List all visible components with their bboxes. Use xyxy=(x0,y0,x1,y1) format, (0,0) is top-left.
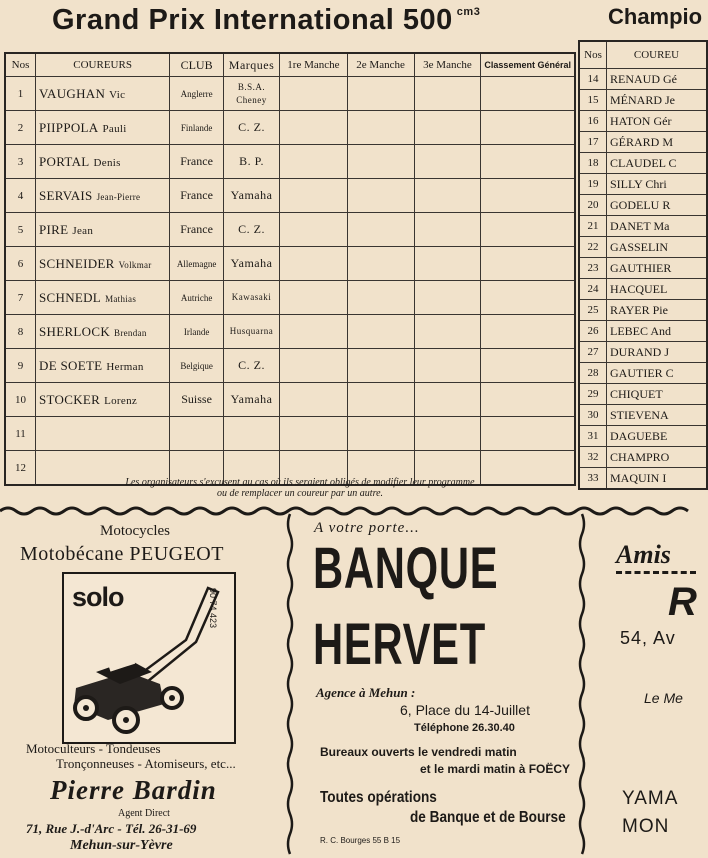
col-manche-3: 3e Manche xyxy=(414,53,481,77)
rider-row xyxy=(5,111,575,145)
rider-name xyxy=(36,77,170,111)
manche-2-cell xyxy=(347,417,414,451)
rider-firstname: Pauli xyxy=(102,122,127,135)
rider-club: Finlande xyxy=(170,111,224,145)
championship-row xyxy=(579,447,707,468)
champ-rider-number: 31 xyxy=(579,426,607,447)
ad-bank-hours-2: et le mardi matin à FOËCY xyxy=(420,762,571,776)
general-cell xyxy=(481,179,575,213)
rider-surname: PIRE xyxy=(39,221,69,237)
champ-rider-number: 24 xyxy=(579,279,607,300)
championship-row xyxy=(579,279,707,300)
ad-right-address: 54, Av xyxy=(620,628,676,648)
rider-club: Allemagne xyxy=(170,247,224,281)
manche-2-cell xyxy=(347,247,414,281)
champ-rider-name: RAYER Pie xyxy=(607,300,708,321)
champ-rider-number: 15 xyxy=(579,90,607,111)
rider-brand: C. Z. xyxy=(223,111,279,145)
rider-name xyxy=(36,349,170,383)
ad-moto-city: Mehun-sur-Yèvre xyxy=(70,838,173,853)
rider-club: Anglerre xyxy=(170,77,224,111)
riders-table xyxy=(4,52,576,486)
program-title-unit: cm3 xyxy=(456,6,481,18)
ad-right-big: R xyxy=(668,580,697,624)
ad-bank-hours-1: Bureaux ouverts le vendredi matin xyxy=(320,745,517,759)
rider-brand: Yamaha xyxy=(223,383,279,417)
champ-rider-name: LEBEC And xyxy=(607,321,708,342)
rider-club: Autriche xyxy=(170,281,224,315)
col-club: CLUB xyxy=(170,53,224,77)
rider-number: 8 xyxy=(5,315,36,349)
ad-moto-line4: Tronçonneuses - Atomiseurs, etc... xyxy=(56,756,236,771)
champ-rider-name: HATON Gér xyxy=(607,111,708,132)
champ-rider-number: 20 xyxy=(579,195,607,216)
general-cell xyxy=(481,111,575,145)
rider-name xyxy=(36,417,170,451)
champ-rider-name: GODELU R xyxy=(607,195,708,216)
rider-row xyxy=(5,179,575,213)
ad-bank-ops-1: Toutes opérations xyxy=(320,789,437,806)
championship-row xyxy=(579,363,707,384)
rider-surname: STOCKER xyxy=(39,391,101,407)
rider-brand: B. P. xyxy=(223,145,279,179)
rider-firstname: Vic xyxy=(109,88,126,101)
championship-row xyxy=(579,90,707,111)
ad-moto-phone: 90 74 423 xyxy=(208,588,218,629)
championship-row xyxy=(579,195,707,216)
manche-3-cell xyxy=(414,315,481,349)
manche-3-cell xyxy=(414,179,481,213)
note-line-2: ou de remplacer un coureur par un autre. xyxy=(216,488,384,499)
rider-firstname: Brendan xyxy=(114,327,147,338)
rider-club: France xyxy=(170,179,224,213)
col-rider: COUREURS xyxy=(36,53,170,77)
manche-1-cell xyxy=(280,315,347,349)
ad-moto-address: 71, Rue J.-d'Arc - Tél. 26-31-69 xyxy=(26,821,197,836)
ad-moto-signature: Pierre Bardin xyxy=(50,775,217,805)
rider-surname: PIIPPOLA xyxy=(39,119,99,135)
championship-row xyxy=(579,258,707,279)
championship-table-header xyxy=(579,41,707,69)
general-cell xyxy=(481,315,575,349)
rider-brand: C. Z. xyxy=(223,349,279,383)
rider-surname: SCHNEIDER xyxy=(39,255,115,271)
rider-number: 2 xyxy=(5,111,36,145)
rider-brand: Kawasaki xyxy=(223,281,279,315)
col-brand: Marques xyxy=(223,53,279,77)
championship-row xyxy=(579,216,707,237)
rider-surname: DE SOETE xyxy=(39,357,103,373)
general-cell xyxy=(481,213,575,247)
rider-name xyxy=(36,383,170,417)
rider-firstname: Jean xyxy=(72,224,94,237)
rider-row xyxy=(5,281,575,315)
championship-table xyxy=(578,40,708,490)
manche-1-cell xyxy=(280,213,347,247)
champ-rider-name: GAUTHIER xyxy=(607,258,708,279)
champ-rider-number: 30 xyxy=(579,405,607,426)
general-cell xyxy=(481,417,575,451)
rider-club: Belgique xyxy=(170,349,224,383)
championship-row xyxy=(579,468,707,490)
championship-row xyxy=(579,321,707,342)
rider-brand: Yamaha xyxy=(223,247,279,281)
championship-table-body xyxy=(579,69,707,490)
ad-moto-line1: Motocycles xyxy=(100,523,170,539)
rider-name xyxy=(36,315,170,349)
manche-2-cell xyxy=(347,281,414,315)
champ-rider-name: RENAUD Gé xyxy=(607,69,708,90)
rider-row xyxy=(5,315,575,349)
champ-rider-number: 32 xyxy=(579,447,607,468)
rider-row xyxy=(5,417,575,451)
rider-row xyxy=(5,145,575,179)
championship-row xyxy=(579,132,707,153)
champ-rider-name: DAGUEBE xyxy=(607,426,708,447)
manche-1-cell xyxy=(280,111,347,145)
rider-number: 7 xyxy=(5,281,36,315)
manche-3-cell xyxy=(414,383,481,417)
champ-rider-name: SILLY Chri xyxy=(607,174,708,195)
champ-rider-name: CLAUDEL C xyxy=(607,153,708,174)
manche-2-cell xyxy=(347,111,414,145)
ad-right-mon: MON xyxy=(622,816,670,837)
program-title xyxy=(52,4,480,37)
manche-1-cell xyxy=(280,383,347,417)
manche-3-cell xyxy=(414,281,481,315)
rider-number: 5 xyxy=(5,213,36,247)
championship-row xyxy=(579,69,707,90)
champ-rider-number: 16 xyxy=(579,111,607,132)
champ-rider-number: 26 xyxy=(579,321,607,342)
champ-rider-number: 33 xyxy=(579,468,607,490)
champ-rider-number: 17 xyxy=(579,132,607,153)
champ-rider-number: 27 xyxy=(579,342,607,363)
manche-1-cell xyxy=(280,77,347,111)
rider-number: 10 xyxy=(5,383,36,417)
manche-2-cell xyxy=(347,145,414,179)
rider-name xyxy=(36,179,170,213)
rider-firstname: Herman xyxy=(106,360,144,373)
rider-number: 3 xyxy=(5,145,36,179)
manche-3-cell xyxy=(414,77,481,111)
rider-number: 11 xyxy=(5,417,36,451)
ad-separator-right xyxy=(576,514,588,858)
ad-bank-ops-2: de Banque et de Bourse xyxy=(410,809,566,826)
champ-rider-name: MAQUIN I xyxy=(607,468,708,490)
general-cell xyxy=(481,247,575,281)
solo-logo: solo xyxy=(72,582,124,612)
manche-2-cell xyxy=(347,349,414,383)
rider-brand: B.S.A. Cheney xyxy=(223,77,279,111)
rider-number: 12 xyxy=(5,451,36,486)
manche-2-cell xyxy=(347,77,414,111)
rider-number: 4 xyxy=(5,179,36,213)
rider-surname: VAUGHAN xyxy=(39,85,106,101)
rider-name xyxy=(36,111,170,145)
champ-rider-number: 28 xyxy=(579,363,607,384)
championship-title: Champio xyxy=(608,4,703,29)
championship-row xyxy=(579,300,707,321)
rider-row xyxy=(5,383,575,417)
rider-brand: Yamaha xyxy=(223,179,279,213)
rider-number: 1 xyxy=(5,77,36,111)
rider-name xyxy=(36,213,170,247)
manche-3-cell xyxy=(414,145,481,179)
champ-rider-number: 25 xyxy=(579,300,607,321)
ad-right-dashes xyxy=(616,571,696,574)
ad-bank-intro: A votre porte... xyxy=(314,520,420,536)
ad-moto-line3: Motoculteurs - Tondeuses xyxy=(26,741,161,756)
rider-name xyxy=(36,145,170,179)
champ-rider-name: HACQUEL xyxy=(607,279,708,300)
general-cell xyxy=(481,145,575,179)
col-manche-1: 1re Manche xyxy=(280,53,347,77)
rider-row xyxy=(5,213,575,247)
ad-bank-phone: Téléphone 26.30.40 xyxy=(414,722,515,734)
rider-surname: SERVAIS xyxy=(39,187,93,203)
manche-2-cell xyxy=(347,383,414,417)
ad-right-amis: Amis xyxy=(616,540,671,569)
rider-club: France xyxy=(170,145,224,179)
champ-rider-name: STIEVENA xyxy=(607,405,708,426)
championship-row xyxy=(579,174,707,195)
champ-rider-number: 22 xyxy=(579,237,607,258)
championship-row xyxy=(579,384,707,405)
ad-bank-address: 6, Place du 14-Juillet xyxy=(400,702,530,718)
champ-rider-number: 21 xyxy=(579,216,607,237)
manche-1-cell xyxy=(280,281,347,315)
champ-rider-number: 18 xyxy=(579,153,607,174)
champ-rider-name: DURAND J xyxy=(607,342,708,363)
championship-row xyxy=(579,237,707,258)
champ-rider-name: GÉRARD M xyxy=(607,132,708,153)
manche-1-cell xyxy=(280,247,347,281)
rider-number: 6 xyxy=(5,247,36,281)
rider-firstname: Lorenz xyxy=(104,394,138,407)
rider-club: Suisse xyxy=(170,383,224,417)
rider-name xyxy=(36,247,170,281)
champ-col-no: Nos xyxy=(579,41,607,69)
ad-right-yama: YAMA xyxy=(622,788,679,809)
manche-3-cell xyxy=(414,111,481,145)
rider-brand: Husquarna xyxy=(223,315,279,349)
manche-2-cell xyxy=(347,213,414,247)
manche-3-cell xyxy=(414,247,481,281)
rider-surname: SHERLOCK xyxy=(39,323,111,339)
championship-row xyxy=(579,342,707,363)
championship-row xyxy=(579,153,707,174)
rider-name xyxy=(36,281,170,315)
manche-2-cell xyxy=(347,315,414,349)
champ-rider-name: DANET Ma xyxy=(607,216,708,237)
rider-firstname: Jean-Pierre xyxy=(96,191,141,202)
rider-surname: SCHNEDL xyxy=(39,289,102,305)
champ-rider-number: 23 xyxy=(579,258,607,279)
manche-3-cell xyxy=(414,349,481,383)
champ-rider-name: MÉNARD Je xyxy=(607,90,708,111)
col-manche-2: 2e Manche xyxy=(347,53,414,77)
program-title-text: Grand Prix International 500 xyxy=(52,4,453,36)
champ-rider-name: GAUTIER C xyxy=(607,363,708,384)
ad-bank-agence: Agence à Mehun : xyxy=(316,685,416,700)
ad-moto-line2: Motobécane PEUGEOT xyxy=(20,543,224,565)
rider-row xyxy=(5,77,575,111)
organizers-note xyxy=(30,477,570,499)
champ-rider-number: 19 xyxy=(579,174,607,195)
rider-number: 9 xyxy=(5,349,36,383)
rider-firstname: Volkmar xyxy=(118,259,152,270)
rider-surname: PORTAL xyxy=(39,153,90,169)
general-cell xyxy=(481,77,575,111)
riders-table-body xyxy=(5,77,575,486)
note-line-1: Les organisateurs s'excusent au cas où ils seraient obligés de modifier leur programme xyxy=(125,477,475,488)
rider-club xyxy=(170,417,224,451)
championship-row xyxy=(579,426,707,447)
manche-1-cell xyxy=(280,417,347,451)
ad-right-le: Le Me xyxy=(644,690,683,706)
rider-club: France xyxy=(170,213,224,247)
riders-table-header xyxy=(5,53,575,77)
col-general: Classement Général xyxy=(481,53,575,77)
champ-col-rider: COUREU xyxy=(607,41,708,69)
manche-3-cell xyxy=(414,417,481,451)
general-cell xyxy=(481,383,575,417)
manche-3-cell xyxy=(414,213,481,247)
champ-rider-number: 14 xyxy=(579,69,607,90)
ad-separator-left xyxy=(284,514,296,858)
general-cell xyxy=(481,281,575,315)
rider-row xyxy=(5,247,575,281)
ad-bank-name-2: HERVET xyxy=(313,612,486,677)
ad-bank-rc: R. C. Bourges 55 B 15 xyxy=(320,836,401,845)
general-cell xyxy=(481,349,575,383)
ad-bank-name-1: BANQUE xyxy=(313,536,499,601)
champ-rider-name: GASSELIN xyxy=(607,237,708,258)
col-no: Nos xyxy=(5,53,36,77)
championship-row xyxy=(579,405,707,426)
rider-row xyxy=(5,349,575,383)
champ-rider-number: 29 xyxy=(579,384,607,405)
manche-1-cell xyxy=(280,145,347,179)
champ-rider-name: CHAMPRO xyxy=(607,447,708,468)
rider-firstname: Denis xyxy=(93,156,121,169)
manche-1-cell xyxy=(280,349,347,383)
rider-club: Irlande xyxy=(170,315,224,349)
rider-brand xyxy=(223,417,279,451)
championship-row xyxy=(579,111,707,132)
rider-firstname: Mathias xyxy=(105,293,137,304)
rider-brand: C. Z. xyxy=(223,213,279,247)
manche-1-cell xyxy=(280,179,347,213)
champ-rider-name: CHIQUET xyxy=(607,384,708,405)
manche-2-cell xyxy=(347,179,414,213)
ad-moto-subtitle: Agent Direct xyxy=(118,808,170,819)
